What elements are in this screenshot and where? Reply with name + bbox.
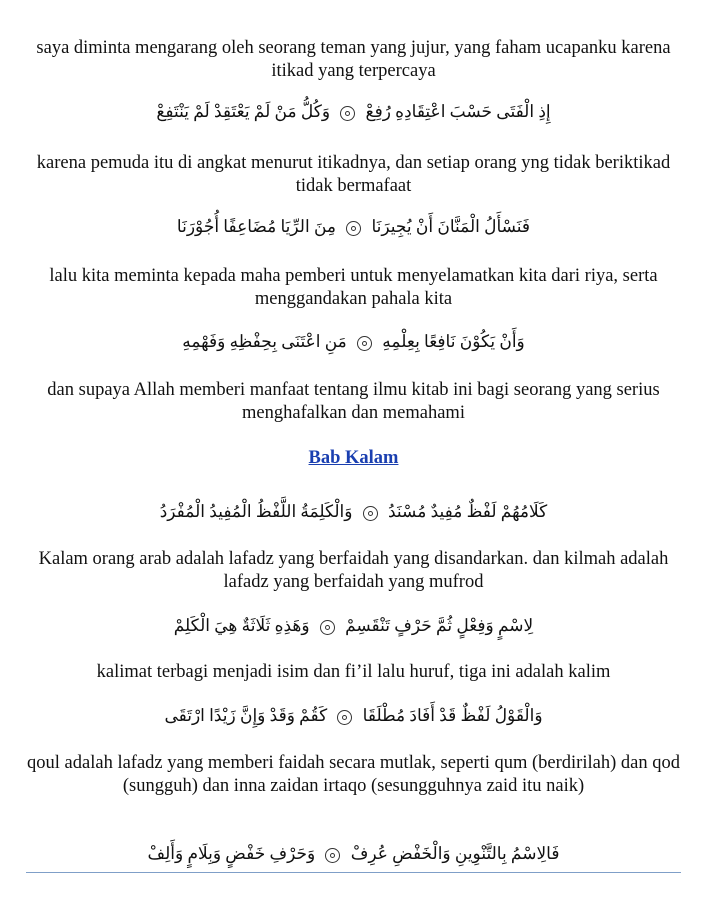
verse-separator-icon (325, 848, 340, 863)
verse-separator-icon (320, 620, 335, 635)
arabic-verse (18, 500, 689, 524)
verse-first-half: كَلَامُهُمْ لَفْظٌ مُفِيدٌ مُسْنَدُ (388, 502, 548, 521)
arabic-verse (18, 100, 689, 124)
translation-paragraph: karena pemuda itu di angkat menurut itikadnya, dan setiap orang yng tidak beriktikad tidak bermafaat (36, 153, 671, 196)
translation-paragraph: qoul adalah lafadz yang memberi faidah secara mutlak, seperti qum (berdirilah) dan qod (sungguh) dan inna zaidan irtaqo (sesungguhnya zaid itu naik) (27, 753, 680, 796)
verse-first-half: إِذِ الْفَتَى حَسْبَ اعْتِقَادِهِ رُفِعْ (365, 102, 551, 121)
verse-separator-icon (337, 710, 352, 725)
verse-first-half: لِاسْمٍ وَفِعْلٍ ثُمَّ حَرْفٍ تَنْقَسِمْ (345, 616, 534, 635)
translation-paragraph: saya diminta mengarang oleh seorang teman yang jujur, yang faham ucapanku karena itikad yang terpercaya (36, 38, 671, 81)
verse-second-half: وَكُلُّ مَنْ لَمْ يَعْتَقِدْ لَمْ يَنْتَفِعْ (156, 102, 331, 121)
verse-separator-icon (346, 221, 361, 236)
section-heading (18, 448, 689, 469)
verse-second-half: وَهَذِهِ ثَلَاثَةٌ هِيَ الْكَلِمْ (173, 616, 310, 635)
page-bottom-rule (26, 872, 681, 873)
verse-second-half: وَالْكَلِمَةُ اللَّفْظُ الْمُفِيدُ الْمُفْرَدُ (159, 502, 353, 521)
section-heading-link[interactable]: Bab Kalam (308, 448, 399, 468)
verse-first-half: فَنَسْأَلُ الْمَنَّانَ أَنْ يُجِيرَنَا (371, 217, 531, 236)
verse-second-half: وَحَرْفِ خَفْضٍ وَبِلَامٍ وَأَلِفْ (147, 844, 316, 863)
verse-second-half: كَقُمْ وَقَدْ وَإِنَّ زَيْدًا ارْتَقَى (164, 706, 328, 725)
verse-separator-icon (357, 336, 372, 351)
arabic-verse (18, 614, 689, 638)
translation-paragraph: Kalam orang arab adalah lafadz yang berfaidah yang disandarkan. dan kilmah adalah lafadz yang berfaidah yang mufrod (38, 549, 669, 592)
verse-second-half: مَنِ اعْتَنَى بِحِفْظِهِ وَفَهْمِهِ (182, 332, 347, 351)
verse-first-half: فَالِاسْمُ بِالتَّنْوِينِ وَالْخَفْضِ عُرِفْ (350, 844, 560, 863)
translation-paragraph: dan supaya Allah memberi manfaat tentang ilmu kitab ini bagi seorang yang serius menghafalkan dan memahami (47, 380, 660, 423)
arabic-verse (18, 215, 689, 239)
translation-paragraph: lalu kita meminta kepada maha pemberi untuk menyelamatkan kita dari riya, serta menggandakan pahala kita (49, 266, 658, 309)
verse-separator-icon (340, 106, 355, 121)
arabic-verse (18, 330, 689, 354)
translation-paragraph: kalimat terbagi menjadi isim dan fi’il lalu huruf, tiga ini adalah kalim (96, 662, 611, 682)
arabic-verse (18, 842, 689, 866)
verse-first-half: وَأَنْ يَكُوْنَ نَافِعًا بِعِلْمِهِ (382, 332, 525, 351)
arabic-verse (18, 704, 689, 728)
verse-second-half: مِنَ الرِّيَا مُضَاعِفًا أُجُوْرَنَا (176, 217, 336, 236)
verse-separator-icon (363, 506, 378, 521)
verse-first-half: وَالْقَوْلُ لَفْظٌ قَدْ أَفَادَ مُطْلَقَا (362, 706, 543, 725)
